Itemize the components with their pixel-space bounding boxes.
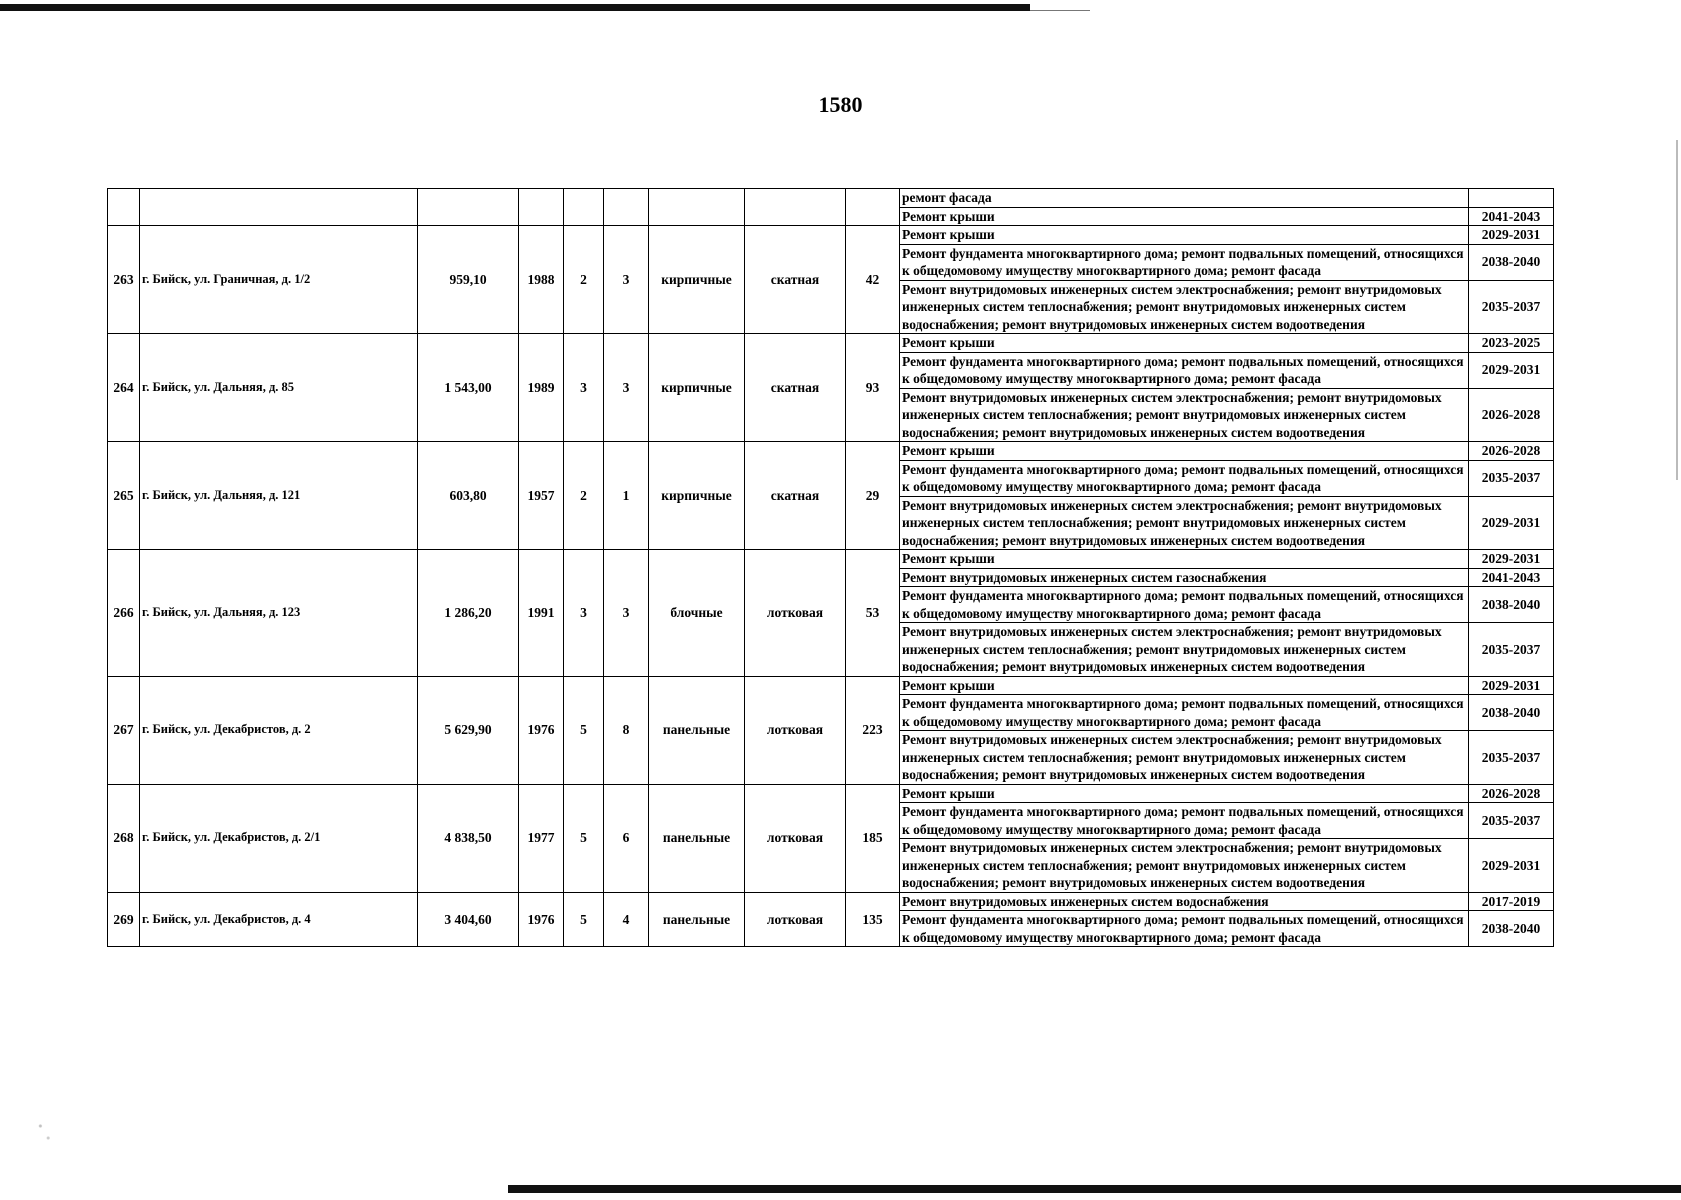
period-cell: 2035-2037 (1469, 460, 1554, 496)
work-type-cell: Ремонт внутридомовых инженерных систем электроснабжения; ремонт внутридомовых инженерных систем теплоснабжения; ремонт внутридомовых инженерных систем водоснабжения; ремонт внутридомовых инженерных систем водоотведения (900, 731, 1469, 785)
wall-material-cell: кирпичные (649, 442, 745, 550)
year-cell: 1957 (519, 442, 564, 550)
work-type-cell: Ремонт внутридомовых инженерных систем электроснабжения; ремонт внутридомовых инженерных систем теплоснабжения; ремонт внутридомовых инженерных систем водоснабжения; ремонт внутридомовых инженерных систем водоотведения (900, 388, 1469, 442)
period-cell: 2023-2025 (1469, 334, 1554, 353)
year-cell: 1988 (519, 226, 564, 334)
period-cell: 2038-2040 (1469, 587, 1554, 623)
roof-type-cell: лотковая (745, 892, 846, 947)
address-cell: г. Бийск, ул. Декабристов, д. 2 (140, 676, 418, 784)
work-type-cell: Ремонт крыши (900, 550, 1469, 569)
area-cell: 1 543,00 (418, 334, 519, 442)
apartments-cell: 223 (846, 676, 900, 784)
work-type-cell: Ремонт крыши (900, 676, 1469, 695)
floors-cell: 2 (564, 226, 604, 334)
empty-cell (519, 189, 564, 226)
address-cell: г. Бийск, ул. Дальняя, д. 121 (140, 442, 418, 550)
work-type-cell: Ремонт внутридомовых инженерных систем газоснабжения (900, 568, 1469, 587)
empty-cell (604, 189, 649, 226)
work-type-cell: Ремонт внутридомовых инженерных систем водоснабжения (900, 892, 1469, 911)
year-cell: 1989 (519, 334, 564, 442)
empty-cell (745, 189, 846, 226)
period-cell: 2026-2028 (1469, 442, 1554, 461)
work-type-cell: Ремонт крыши (900, 226, 1469, 245)
wall-material-cell: панельные (649, 676, 745, 784)
empty-cell (140, 189, 418, 226)
address-cell: г. Бийск, ул. Декабристов, д. 2/1 (140, 784, 418, 892)
floors-cell: 5 (564, 784, 604, 892)
work-type-cell: ремонт фасада (900, 189, 1469, 208)
period-cell: 2038-2040 (1469, 695, 1554, 731)
work-type-cell: Ремонт внутридомовых инженерных систем электроснабжения; ремонт внутридомовых инженерных систем теплоснабжения; ремонт внутридомовых инженерных систем водоснабжения; ремонт внутридомовых инженерных систем водоотведения (900, 623, 1469, 677)
floors-cell: 2 (564, 442, 604, 550)
empty-cell (108, 189, 140, 226)
period-cell: 2035-2037 (1469, 280, 1554, 334)
period-cell: 2017-2019 (1469, 892, 1554, 911)
table-row (108, 892, 1554, 911)
period-cell: 2026-2028 (1469, 388, 1554, 442)
wall-material-cell: кирпичные (649, 226, 745, 334)
year-cell: 1991 (519, 550, 564, 677)
row-number-cell: 268 (108, 784, 140, 892)
apartments-cell: 185 (846, 784, 900, 892)
entrances-cell: 3 (604, 334, 649, 442)
apartments-cell: 29 (846, 442, 900, 550)
wall-material-cell: панельные (649, 784, 745, 892)
table-row (108, 550, 1554, 569)
row-number-cell: 267 (108, 676, 140, 784)
period-cell: 2026-2028 (1469, 784, 1554, 803)
floors-cell: 5 (564, 676, 604, 784)
area-cell: 3 404,60 (418, 892, 519, 947)
entrances-cell: 8 (604, 676, 649, 784)
empty-cell (564, 189, 604, 226)
scan-border-bottom (508, 1185, 1681, 1193)
empty-cell (649, 189, 745, 226)
page-number: 1580 (818, 92, 863, 117)
apartments-cell: 53 (846, 550, 900, 677)
area-cell: 603,80 (418, 442, 519, 550)
apartments-cell: 93 (846, 334, 900, 442)
table-row (108, 784, 1554, 803)
table-row (108, 334, 1554, 353)
table-body (108, 189, 1554, 947)
entrances-cell: 3 (604, 550, 649, 677)
row-number-cell: 263 (108, 226, 140, 334)
empty-cell (418, 189, 519, 226)
apartments-cell: 42 (846, 226, 900, 334)
work-type-cell: Ремонт фундамента многоквартирного дома; ремонт подвальных помещений, относящихся к общедомовому имуществу многоквартирного дома; ремонт фасада (900, 911, 1469, 947)
apartments-cell: 135 (846, 892, 900, 947)
entrances-cell: 1 (604, 442, 649, 550)
period-cell: 2029-2031 (1469, 352, 1554, 388)
work-type-cell: Ремонт крыши (900, 334, 1469, 353)
floors-cell: 3 (564, 550, 604, 677)
work-type-cell: Ремонт внутридомовых инженерных систем электроснабжения; ремонт внутридомовых инженерных систем теплоснабжения; ремонт внутридомовых инженерных систем водоснабжения; ремонт внутридомовых инженерных систем водоотведения (900, 496, 1469, 550)
wall-material-cell: панельные (649, 892, 745, 947)
period-cell: 2038-2040 (1469, 911, 1554, 947)
work-type-cell: Ремонт внутридомовых инженерных систем электроснабжения; ремонт внутридомовых инженерных систем теплоснабжения; ремонт внутридомовых инженерных систем водоснабжения; ремонт внутридомовых инженерных систем водоотведения (900, 280, 1469, 334)
table-row (108, 226, 1554, 245)
period-cell: 2029-2031 (1469, 496, 1554, 550)
period-cell: 2029-2031 (1469, 550, 1554, 569)
scan-border-top (0, 4, 1030, 11)
row-number-cell: 269 (108, 892, 140, 947)
period-cell: 2038-2040 (1469, 244, 1554, 280)
period-cell: 2029-2031 (1469, 839, 1554, 893)
work-type-cell: Ремонт фундамента многоквартирного дома; ремонт подвальных помещений, относящихся к общедомовому имуществу многоквартирного дома; ремонт фасада (900, 587, 1469, 623)
period-cell: 2035-2037 (1469, 623, 1554, 677)
work-type-cell: Ремонт фундамента многоквартирного дома; ремонт подвальных помещений, относящихся к общедомовому имуществу многоквартирного дома; ремонт фасада (900, 352, 1469, 388)
entrances-cell: 4 (604, 892, 649, 947)
housing-repair-table (107, 188, 1554, 947)
row-number-cell: 264 (108, 334, 140, 442)
work-type-cell: Ремонт крыши (900, 207, 1469, 226)
year-cell: 1977 (519, 784, 564, 892)
scan-edge-right (1676, 140, 1678, 480)
period-cell: 2035-2037 (1469, 731, 1554, 785)
empty-cell (846, 189, 900, 226)
year-cell: 1976 (519, 892, 564, 947)
area-cell: 1 286,20 (418, 550, 519, 677)
period-cell: 2041-2043 (1469, 568, 1554, 587)
work-type-cell: Ремонт крыши (900, 784, 1469, 803)
scan-speckle (30, 1110, 56, 1150)
work-type-cell: Ремонт фундамента многоквартирного дома; ремонт подвальных помещений, относящихся к общедомовому имуществу многоквартирного дома; ремонт фасада (900, 460, 1469, 496)
work-type-cell: Ремонт фундамента многоквартирного дома; ремонт подвальных помещений, относящихся к общедомовому имуществу многоквартирного дома; ремонт фасада (900, 803, 1469, 839)
work-type-cell: Ремонт фундамента многоквартирного дома; ремонт подвальных помещений, относящихся к общедомовому имуществу многоквартирного дома; ремонт фасада (900, 695, 1469, 731)
roof-type-cell: лотковая (745, 784, 846, 892)
entrances-cell: 3 (604, 226, 649, 334)
wall-material-cell: кирпичные (649, 334, 745, 442)
floors-cell: 3 (564, 334, 604, 442)
wall-material-cell: блочные (649, 550, 745, 677)
period-cell: 2029-2031 (1469, 676, 1554, 695)
floors-cell: 5 (564, 892, 604, 947)
roof-type-cell: скатная (745, 334, 846, 442)
address-cell: г. Бийск, ул. Дальняя, д. 123 (140, 550, 418, 677)
area-cell: 5 629,90 (418, 676, 519, 784)
period-cell: 2035-2037 (1469, 803, 1554, 839)
period-cell (1469, 189, 1554, 208)
work-type-cell: Ремонт внутридомовых инженерных систем электроснабжения; ремонт внутридомовых инженерных систем теплоснабжения; ремонт внутридомовых инженерных систем водоснабжения; ремонт внутридомовых инженерных систем водоотведения (900, 839, 1469, 893)
roof-type-cell: лотковая (745, 550, 846, 677)
roof-type-cell: лотковая (745, 676, 846, 784)
work-type-cell: Ремонт фундамента многоквартирного дома; ремонт подвальных помещений, относящихся к общедомовому имуществу многоквартирного дома; ремонт фасада (900, 244, 1469, 280)
area-cell: 959,10 (418, 226, 519, 334)
work-type-cell: Ремонт крыши (900, 442, 1469, 461)
period-cell: 2029-2031 (1469, 226, 1554, 245)
period-cell: 2041-2043 (1469, 207, 1554, 226)
row-number-cell: 266 (108, 550, 140, 677)
roof-type-cell: скатная (745, 226, 846, 334)
table-row (108, 676, 1554, 695)
row-number-cell: 265 (108, 442, 140, 550)
address-cell: г. Бийск, ул. Декабристов, д. 4 (140, 892, 418, 947)
address-cell: г. Бийск, ул. Граничная, д. 1/2 (140, 226, 418, 334)
table-row (108, 442, 1554, 461)
area-cell: 4 838,50 (418, 784, 519, 892)
roof-type-cell: скатная (745, 442, 846, 550)
continuation-row (108, 189, 1554, 208)
scan-border-top-fade (1030, 10, 1090, 11)
year-cell: 1976 (519, 676, 564, 784)
address-cell: г. Бийск, ул. Дальняя, д. 85 (140, 334, 418, 442)
entrances-cell: 6 (604, 784, 649, 892)
